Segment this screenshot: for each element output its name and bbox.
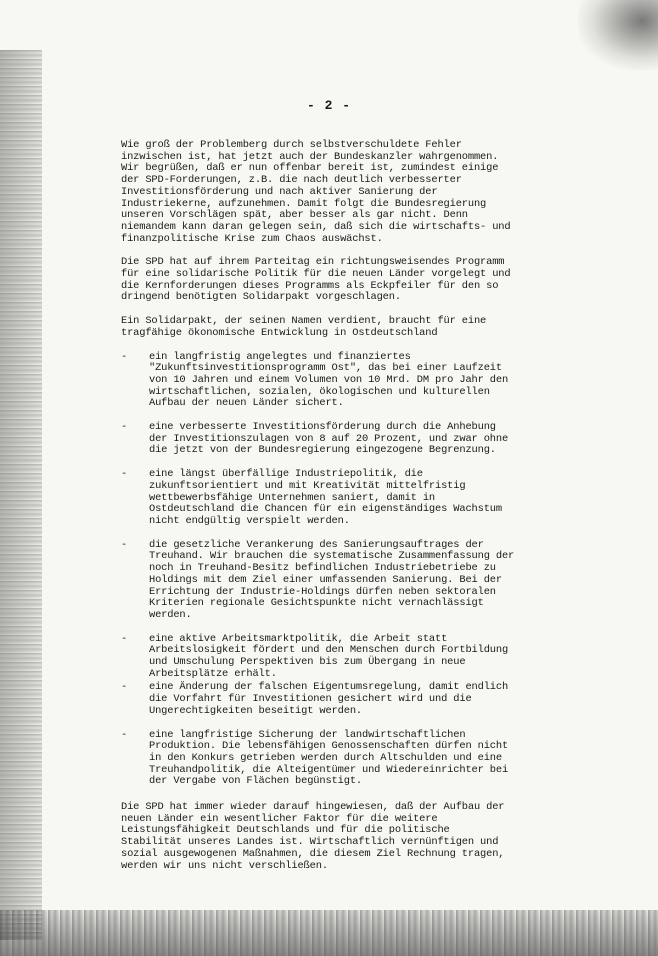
page-number: - 2 - xyxy=(306,98,351,113)
list-item xyxy=(121,730,516,789)
paragraph-closing: Die SPD hat immer wieder darauf hingewiesen, daß der Aufbau der neuen Länder ein wesentlicher Faktor für die weitere Leistungsfähigkeit Deutschlands und für die politische Stabilität unseres Landes ist. Wirtschaftlich vernünftigen und sozial ausgewogenen Maßnahmen, die diesem Ziel Rechnung tragen, werden wir uns nicht verschließen. xyxy=(121,801,505,872)
list-item-text: ein langfristig angelegtes und finanziertes "Zukunftsinvestitionsprogramm Ost", das bei einer Laufzeit von 10 Jahren und einem Volumen von 10 Mrd. DM pro Jahr den wirtschaftlichen, sozialen, ökologischen und kulturellen Aufbau der neuen Länder sichert. xyxy=(149,350,509,410)
bullet-dash: - xyxy=(121,538,128,551)
bullet-dash: - xyxy=(121,681,128,694)
paragraph-parteitag: Die SPD hat auf ihrem Parteitag ein richtungsweisendes Programm für eine solidarische Politik für die neuen Länder vorgelegt und die Kernforderungen dieses Programms als Eckpfeiler für den so dringend benötigten Solidarpakt vorgeschlagen. xyxy=(121,256,511,304)
list-item-text: eine verbesserte Investitionsförderung durch die Anhebung der Investitionszulagen von 8 auf 20 Prozent, und zwar ohne die jetzt von der Bundesregierung eingezogene Begrenzung. xyxy=(149,421,509,457)
list-item-text: eine längst überfällige Industriepolitik, die zukunftsorientiert und mit Kreativität mittelfristig wettbewerbsfähige Unternehmen saniert, damit in Ostdeutschland die Chancen für ein eigenständiges Wachstum nicht endgültig verspielt werden. xyxy=(149,468,502,527)
bullet-dash: - xyxy=(121,350,128,363)
list-item-text: eine langfristige Sicherung der landwirtschaftlichen Produktion. Die lebensfähigen Genossenschaften dürfen nicht in den Konkurs getrieben werden durch Altschulden und eine Treuhandpolitik, die Alteigentümer und Wiedereinrichter bei der Vergabe von Flächen begünstigt. xyxy=(149,728,509,788)
bullet-dash: - xyxy=(121,468,128,481)
list-item xyxy=(121,540,516,622)
solidarpakt-demands-list xyxy=(121,352,516,789)
list-item xyxy=(121,469,516,528)
document-body xyxy=(121,140,516,872)
paragraph-problemberg: Wie groß der Problemberg durch selbstverschuldete Fehler inzwischen ist, hat jetzt auch der Bundeskanzler wahrgenommen. Wir begrüßen, daß er nun offenbar bereit ist, zumindest einige der SPD-Forderungen, z.B. die nach deutlich verbesserter Investitionsförderung und nach aktiver Sanierung der Industriekerne, aufzunehmen. Damit folgt die Bundesregierung unseren Vorschlägen spät, aber besser als gar nicht. Denn niemandem kann daran gelegen sein, daß sich die wirtschafts- und finanzpolitische Krise zum Chaos auswächst. xyxy=(121,139,511,245)
list-item xyxy=(121,352,516,411)
bullet-dash: - xyxy=(121,632,128,645)
scan-shadow-left xyxy=(0,50,42,940)
list-item-text: eine aktive Arbeitsmarktpolitik, die Arbeit statt Arbeitslosigkeit fördert und den Menschen durch Fortbildung und Umschulung Perspektiven bis zum Übergang in neue Arbeitsplätze erhält. xyxy=(149,632,509,680)
list-item xyxy=(121,634,516,681)
list-item-text: die gesetzliche Verankerung des Sanierungsauftrages der Treuhand. Wir brauchen die systematische Zusammenfassung der noch in Treuhand-Besitz befindlichen Industriebetriebe zu Holdings mit dem Ziel einer umfassenden Sanierung. Bei der Errichtung der Industrie-Holdings dürfen neben sektoralen Kriterien regionale Gesichtspunkte nicht vernachlässigt werden. xyxy=(149,538,515,621)
scan-shadow-bottom xyxy=(0,910,658,956)
scan-shadow-top-right xyxy=(578,0,658,70)
list-item xyxy=(121,422,516,457)
paragraph-solidarpakt-intro: Ein Solidarpakt, der seinen Namen verdient, braucht für eine tragfähige ökonomische Entwicklung in Ostdeutschland xyxy=(121,315,487,339)
list-item-text: eine Änderung der falschen Eigentumsregelung, damit endlich die Vorfahrt für Investitionen gesichert wird und die Ungerechtigkeiten beseitigt werden. xyxy=(149,681,509,717)
list-item xyxy=(121,682,516,717)
bullet-dash: - xyxy=(121,728,128,741)
bullet-dash: - xyxy=(121,421,128,434)
